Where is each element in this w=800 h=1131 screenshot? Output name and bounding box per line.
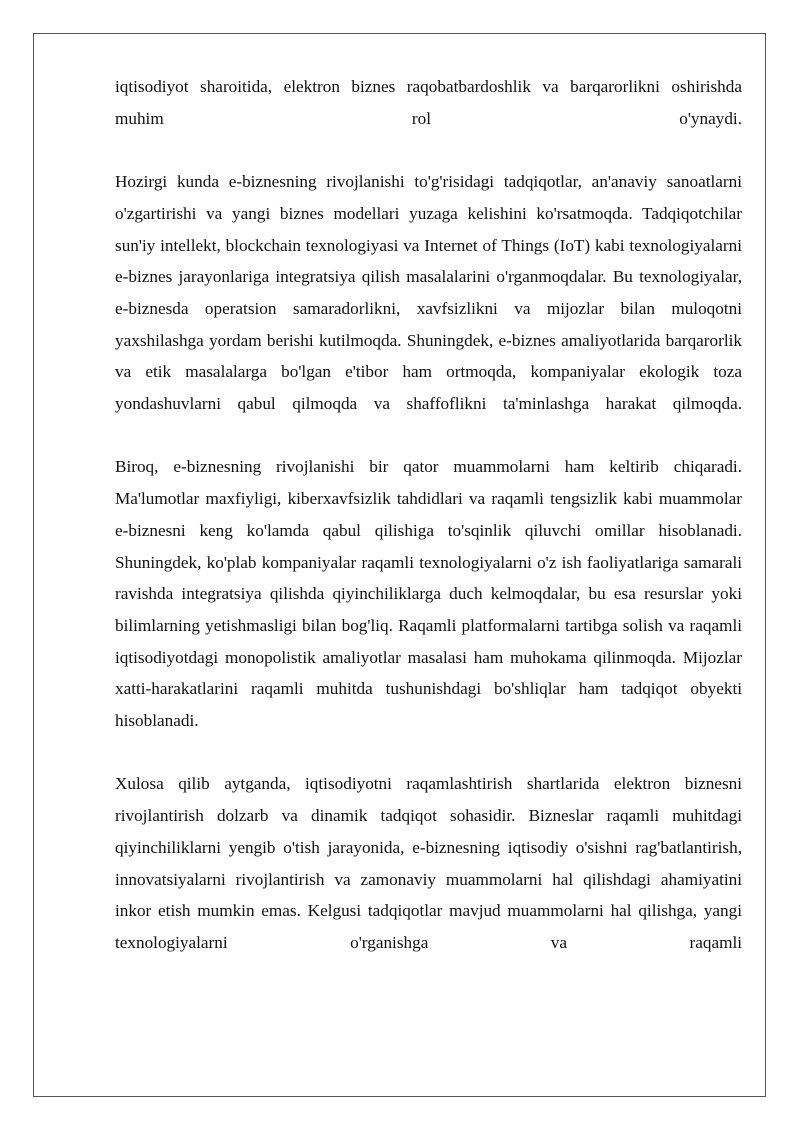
paragraph-2: Hozirgi kunda e-biznesning rivojlanishi to'g'risidagi tadqiqotlar, an'anaviy sanoatlarni o'zgartirishi va yangi biznes modellari yuzaga kelishini ko'rsatmoqda. Tadqiqotchilar sun'iy intellekt, blockchain texnologiyasi va Internet of Things (IoT) kabi texnologiyalarni e-biznes jarayonlariga integratsiya qilish masalalarini o'rganmoqdalar. Bu texnologiyalar, e-biznesda operatsion samaradorlikni, xavfsizlikni va mijozlar bilan muloqotni yaxshilashga yordam berishi kutilmoqda. Shuningdek, e-biznes amaliyotlarida barqarorlik va etik masalalarga bo'lgan e'tibor ham ortmoqda, kompaniyalar ekologik toza yondashuvlarni qabul qilmoqda va shaffoflikni ta'minlashga harakat qilmoqda. bbox=[115, 172, 742, 414]
paragraph-1: iqtisodiyot sharoitida, elektron biznes raqobatbardoshlik va barqarorlikni oshirishda muhim rol o'ynaydi. bbox=[115, 77, 742, 128]
document-body bbox=[115, 71, 742, 959]
paragraph-4: Xulosa qilib aytganda, iqtisodiyotni raqamlashtirish shartlarida elektron biznesni rivojlantirish dolzarb va dinamik tadqiqot sohasidir. Bizneslar raqamli muhitdagi qiyinchiliklarni yengib o'tish jarayonida, e-biznesning iqtisodiy o'sishni rag'batlantirish, innovatsiyalarni rivojlantirish va zamonaviy muammolarni hal qilishdagi ahamiyatini inkor etish mumkin emas. Kelgusi tadqiqotlar mavjud muammolarni hal qilishga, yangi texnologiyalarni o'rganishga va raqamli bbox=[115, 774, 742, 952]
paragraph-3: Biroq, e-biznesning rivojlanishi bir qator muammolarni ham keltirib chiqaradi. Ma'lumotlar maxfiyligi, kiberxavfsizlik tahdidlari va raqamli tengsizlik kabi muammolar e-biznesni keng ko'lamda qabul qilishiga to'sqinlik qiluvchi omillar hisoblanadi. Shuningdek, ko'plab kompaniyalar raqamli texnologiyalarni o'z ish faoliyatlariga samarali ravishda integratsiya qilishda qiyinchiliklarga duch kelmoqdalar, bu esa resurslar yoki bilimlarning yetishmasligi bilan bog'liq. Raqamli platformalarni tartibga solish va raqamli iqtisodiyotdagi monopolistik amaliyotlar masalasi ham muhokama qilinmoqda. Mijozlar xatti-harakatlarini raqamli muhitda tushunishdagi bo'shliqlar ham tadqiqot obyekti hisoblanadi. bbox=[115, 457, 742, 731]
